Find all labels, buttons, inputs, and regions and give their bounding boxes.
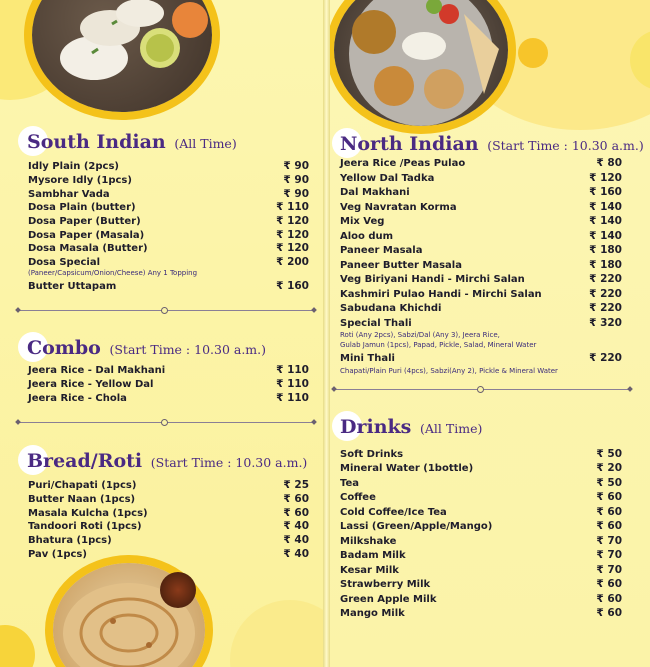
menu-item-price: ₹ 50 — [596, 448, 622, 460]
menu-item-price: ₹ 140 — [589, 201, 622, 213]
menu-item-name: Pav (1pcs) — [28, 549, 87, 560]
menu-item-price: ₹ 180 — [589, 244, 622, 256]
menu-item-price: ₹ 90 — [283, 160, 309, 172]
menu-item-price: ₹ 220 — [589, 288, 622, 300]
menu-item-name: Mysore Idly (1pcs) — [28, 175, 132, 186]
menu-item-name: Dal Makhani — [340, 187, 410, 198]
menu-item-name: Aloo dum — [340, 231, 394, 242]
menu-item-name: Veg Navratan Korma — [340, 202, 457, 213]
chutney-bowl-photo — [160, 572, 196, 608]
menu-item-name: Milkshake — [340, 536, 397, 547]
menu-page-left — [0, 0, 323, 667]
decor-circle — [518, 38, 548, 68]
decor-circle — [0, 625, 35, 667]
menu-item-name: Jeera Rice - Yellow Dal — [28, 379, 154, 390]
menu-item-name: Masala Kulcha (1pcs) — [28, 508, 148, 519]
menu-item-name: Butter Uttapam — [28, 281, 117, 292]
combo-subtitle: (Start Time : 10.30 a.m.) — [109, 342, 267, 357]
menu-item-name: Dosa Masala (Butter) — [28, 243, 148, 254]
menu-item-price: ₹ 60 — [596, 491, 622, 503]
menu-item-name: Tea — [340, 478, 360, 489]
dosa-special-note: (Paneer/Capsicum/Onion/Cheese) Any 1 Topping — [28, 269, 198, 277]
menu-item-name: Paneer Masala — [340, 245, 423, 256]
north-indian-title: North Indian (Start Time : 10.30 a.m.) — [340, 133, 644, 155]
menu-item-name: Green Apple Milk — [340, 594, 437, 605]
menu-item-price: ₹ 120 — [276, 229, 309, 241]
bread-roti-title: Bread/Roti (Start Time : 10.30 a.m.) — [27, 450, 308, 472]
menu-item-price: ₹ 160 — [589, 186, 622, 198]
menu-item-price: ₹ 110 — [276, 364, 309, 376]
menu-item-price: ₹ 160 — [276, 280, 309, 292]
menu-item-name: Mango Milk — [340, 608, 405, 619]
menu-item-price: ₹ 60 — [283, 493, 309, 505]
menu-item-name: Strawberry Milk — [340, 579, 431, 590]
menu-item-price: ₹ 70 — [596, 535, 622, 547]
special-thali-note: Gulab Jamun (1pcs), Papad, Pickle, Salad, Mineral Water — [340, 341, 537, 349]
menu-item-name: Mini Thali — [340, 353, 395, 364]
menu-item-price: ₹ 110 — [276, 378, 309, 390]
menu-item-price: ₹ 220 — [589, 302, 622, 314]
menu-item-name: Bhatura (1pcs) — [28, 535, 112, 546]
menu-page-right — [330, 0, 650, 667]
menu-item-name: Special Thali — [340, 318, 412, 329]
menu-item-price: ₹ 60 — [596, 578, 622, 590]
menu-item-name: Coffee — [340, 492, 376, 503]
menu-item-price: ₹ 50 — [596, 477, 622, 489]
menu-item-price: ₹ 40 — [283, 520, 309, 532]
menu-item-price: ₹ 110 — [276, 201, 309, 213]
menu-item-name: Lassi (Green/Apple/Mango) — [340, 521, 493, 532]
decor-circle — [230, 600, 323, 667]
menu-item-price: ₹ 70 — [596, 549, 622, 561]
menu-item-price: ₹ 220 — [589, 352, 622, 364]
menu-item-name: Jeera Rice - Chola — [28, 393, 127, 404]
menu-item-price: ₹ 320 — [589, 317, 622, 329]
menu-item-name: Mineral Water (1bottle) — [340, 463, 474, 474]
menu-item-name: Dosa Plain (butter) — [28, 202, 136, 213]
menu-item-price: ₹ 60 — [596, 520, 622, 532]
menu-item-price: ₹ 180 — [589, 259, 622, 271]
bread-roti-subtitle: (Start Time : 10.30 a.m.) — [150, 455, 308, 470]
north-indian-subtitle: (Start Time : 10.30 a.m.) — [487, 138, 644, 153]
menu-item-name: Kesar Milk — [340, 565, 399, 576]
menu-item-price: ₹ 40 — [283, 534, 309, 546]
menu-item-price: ₹ 120 — [589, 172, 622, 184]
menu-item-price: ₹ 140 — [589, 215, 622, 227]
menu-item-name: Soft Drinks — [340, 449, 404, 460]
south-indian-title: South Indian (All Time) — [27, 131, 237, 153]
menu-item-price: ₹ 25 — [283, 479, 309, 491]
menu-item-price: ₹ 110 — [276, 392, 309, 404]
menu-item-price: ₹ 140 — [589, 230, 622, 242]
page-fold — [323, 0, 330, 667]
menu-item-price: ₹ 80 — [596, 157, 622, 169]
section-divider — [18, 310, 314, 311]
menu-item-price: ₹ 120 — [276, 215, 309, 227]
menu-item-price: ₹ 220 — [589, 273, 622, 285]
menu-item-price: ₹ 60 — [596, 506, 622, 518]
menu-item-price: ₹ 90 — [283, 174, 309, 186]
menu-item-name: Sabudana Khichdi — [340, 303, 442, 314]
special-thali-note: Roti (Any 2pcs), Sabzi/Dal (Any 3), Jeera Rice, — [340, 331, 500, 339]
menu-item-name: Idly Plain (2pcs) — [28, 161, 119, 172]
menu-item-name: Cold Coffee/Ice Tea — [340, 507, 447, 518]
menu-item-name: Dosa Paper (Butter) — [28, 216, 141, 227]
menu-item-name: Dosa Paper (Masala) — [28, 230, 145, 241]
menu-item-price: ₹ 40 — [283, 548, 309, 560]
menu-item-price: ₹ 60 — [283, 507, 309, 519]
menu-item-name: Butter Naan (1pcs) — [28, 494, 136, 505]
menu-item-price: ₹ 60 — [596, 593, 622, 605]
menu-item-name: Sambhar Vada — [28, 189, 110, 200]
menu-item-price: ₹ 200 — [276, 256, 309, 268]
menu-item-price: ₹ 90 — [283, 188, 309, 200]
menu-item-name: Veg Biriyani Handi - Mirchi Salan — [340, 274, 525, 285]
section-divider — [334, 389, 630, 390]
menu-item-name: Tandoori Roti (1pcs) — [28, 521, 142, 532]
drinks-title: Drinks (All Time) — [340, 416, 483, 438]
menu-item-name: Jeera Rice /Peas Pulao — [340, 158, 466, 169]
menu-item-price: ₹ 70 — [596, 564, 622, 576]
combo-title: Combo (Start Time : 10.30 a.m.) — [27, 337, 267, 359]
south-indian-subtitle: (All Time) — [174, 136, 237, 151]
menu-item-price: ₹ 20 — [596, 462, 622, 474]
drinks-subtitle: (All Time) — [420, 421, 483, 436]
menu-item-name: Badam Milk — [340, 550, 406, 561]
menu-item-name: Yellow Dal Tadka — [340, 173, 435, 184]
menu-item-name: Puri/Chapati (1pcs) — [28, 480, 137, 491]
menu-item-name: Kashmiri Pulao Handi - Mirchi Salan — [340, 289, 542, 300]
section-divider — [18, 422, 314, 423]
menu-item-name: Jeera Rice - Dal Makhani — [28, 365, 166, 376]
menu-item-price: ₹ 120 — [276, 242, 309, 254]
menu-item-price: ₹ 60 — [596, 607, 622, 619]
menu-item-name: Mix Veg — [340, 216, 385, 227]
menu-item-name: Dosa Special — [28, 257, 101, 268]
mini-thali-note: Chapati/Plain Puri (4pcs), Sabzi(Any 2), Pickle & Mineral Water — [340, 367, 558, 375]
menu-item-name: Paneer Butter Masala — [340, 260, 462, 271]
